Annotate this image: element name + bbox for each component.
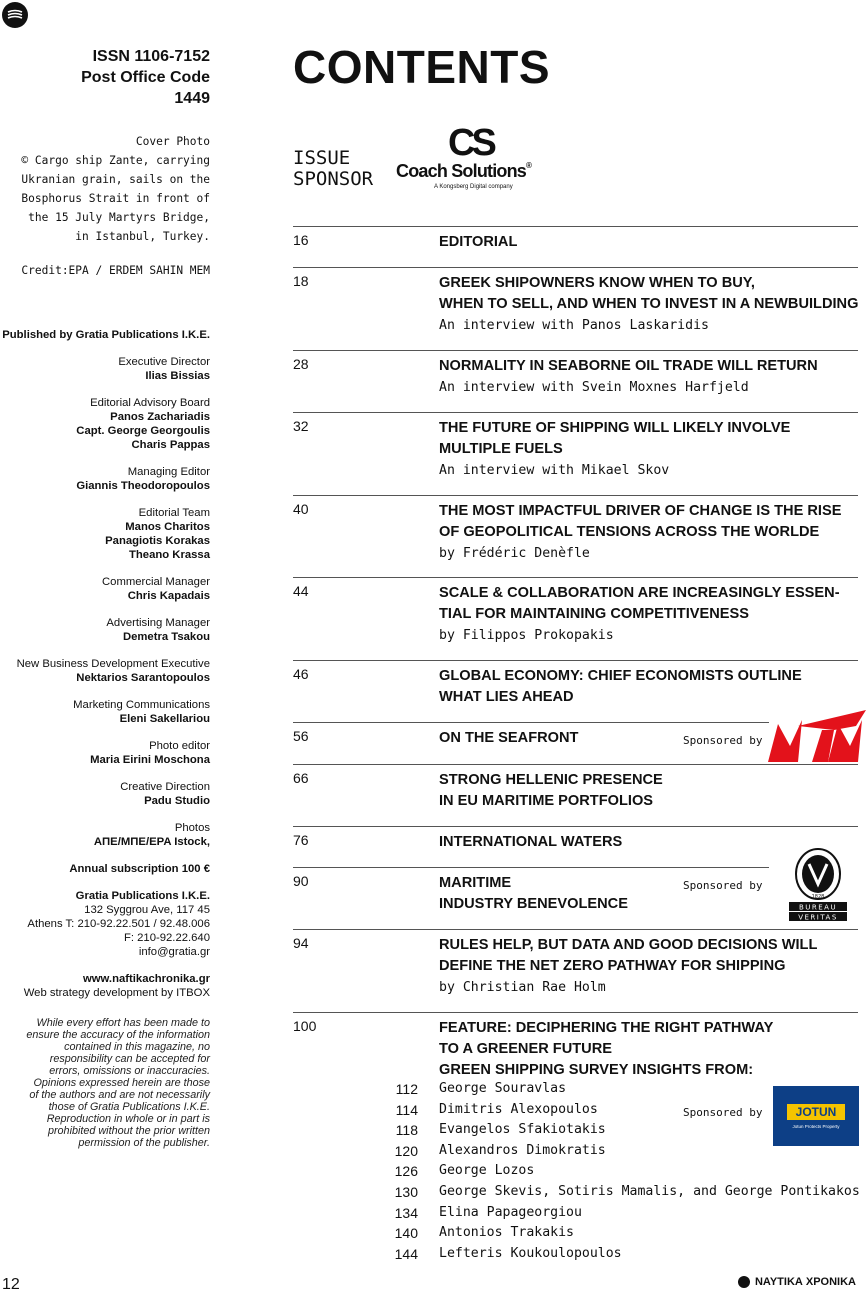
page-title: CONTENTS	[293, 41, 550, 93]
divider	[293, 867, 769, 868]
toc-byline: by Christian Rae Holm	[439, 980, 606, 995]
toc-page: 44	[293, 583, 309, 599]
brand-logo-icon	[738, 1276, 750, 1288]
toc-page: 40	[293, 501, 309, 517]
toc-title: GLOBAL ECONOMY: CHIEF ECONOMISTS OUTLINE	[439, 668, 802, 684]
toc-page: 16	[293, 232, 309, 248]
bv-bottom-text: VERITAS	[798, 913, 838, 922]
coach-solutions-logo: CS Coach Solutions® A Kongsberg Digital company	[396, 122, 532, 190]
toc-title: ON THE SEAFRONT	[439, 730, 579, 746]
toc-byline: by Frédéric Denèfle	[439, 546, 590, 561]
divider	[293, 412, 858, 413]
divider	[293, 1012, 858, 1013]
toc-title: WHEN TO SELL, AND WHEN TO INVEST IN A NEWBUILDING	[439, 296, 859, 312]
toc-byline: An interview with Svein Moxnes Harfjeld	[439, 380, 749, 395]
toc-page: 18	[293, 273, 309, 289]
toc-page: 94	[293, 935, 309, 951]
toc-page: 90	[293, 873, 309, 889]
toc-page: 66	[293, 770, 309, 786]
cover-credit: Credit:EPA / ERDEM SAHIN MEM	[21, 264, 210, 277]
magazine-logo-icon	[2, 2, 28, 28]
divider	[293, 226, 858, 227]
toc-page: 32	[293, 418, 309, 434]
sponsored-by-label: Sponsored by	[683, 734, 763, 747]
toc-title: MULTIPLE FUELS	[439, 441, 563, 457]
bv-top-text: BUREAU	[798, 903, 838, 912]
toc-page: 76	[293, 832, 309, 848]
jotun-tagline: Jotun Protects Property	[792, 1124, 840, 1129]
divider	[293, 495, 858, 496]
disclaimer: While every effort has been made to ensure the accuracy of the information contained in this magazine, no responsibility can be accepted for errors, omissions or inaccuracies. Opinions expressed herein are those of the authors and are not necessarily those of Gratia Publications I.K.E. Reproduction in whole or in part is prohibited without the prior written permission of the publisher.	[26, 1017, 210, 1149]
toc-title: THE MOST IMPACTFUL DRIVER OF CHANGE IS THE RISE	[439, 503, 842, 519]
toc-title: FEATURE: DECIPHERING THE RIGHT PATHWAY	[439, 1020, 774, 1036]
toc-byline: An interview with Panos Laskaridis	[439, 318, 709, 333]
toc-title: STRONG HELLENIC PRESENCE	[439, 772, 663, 788]
toc-title: DEFINE THE NET ZERO PATHWAY FOR SHIPPING	[439, 958, 786, 974]
cover-photo-caption: Cover Photo © Cargo ship Zante, carrying Ukranian grain, sails on the Bosphorus Strait in front of the 15 July Martyrs Bridge, in Istanbul, Turkey.	[21, 135, 210, 243]
toc-title: EDITORIAL	[439, 234, 518, 250]
divider	[293, 267, 858, 268]
mtm-logo	[768, 710, 866, 762]
jotun-logo	[773, 1086, 859, 1146]
page-number: 12	[2, 1276, 20, 1293]
masthead: Published by Gratia Publications I.K.E. Executive Director Ilias Bissias Editorial Advisory Board Panos Zachariadis Capt. George Georgoulis Charis Pappas Managing Editor Giannis Theodoropoulos Editorial Team Manos Charitos Panagiotis Korakas Theano Krassa Commercial Manager Chris Kapadais Advertising Manager Demetra Tsakou New Business Development Executive Nektarios Sarantopoulos Marketing Communications Eleni Sakellariou Photo editor Maria Eirini Moschona Creative Direction Padu Studio Photos ΑΠΕ/ΜΠΕ/EPA Istock, Annual subscription 100 € Gratia Publications I.K.E. 132 Syggrou Ave, 117 45 Athens T: 210-92.22.501 / 92.48.006 F: 210-92.22.640 info@gratia.gr www.naftikachronika.gr Web strategy development by ITBOX	[2, 329, 210, 999]
bv-year-text: 1828	[811, 894, 825, 900]
toc-title: GREEN SHIPPING SURVEY INSIGHTS FROM:	[439, 1062, 754, 1078]
sponsored-by-label: Sponsored by	[683, 879, 763, 892]
toc-title: IN EU MARITIME PORTFOLIOS	[439, 793, 654, 809]
divider	[293, 722, 769, 723]
divider	[293, 826, 858, 827]
toc-page: 100	[293, 1018, 317, 1034]
toc-title: GREEK SHIPOWNERS KNOW WHEN TO BUY,	[439, 275, 755, 291]
toc-title: SCALE & COLLABORATION ARE INCREASINGLY ESSEN-	[439, 585, 840, 601]
jotun-wordmark: JOTUN	[787, 1104, 845, 1120]
footer-brand: ΝΑΥΤΙΚΑ ΧΡΟΝΙΚΑ	[738, 1276, 856, 1288]
toc-title: INTERNATIONAL WATERS	[439, 834, 623, 850]
sponsored-by-label: Sponsored by	[683, 1106, 763, 1119]
toc-byline: by Filippos Prokopakis	[439, 628, 614, 643]
toc-title: WHAT LIES AHEAD	[439, 689, 574, 705]
toc-title: OF GEOPOLITICAL TENSIONS ACROSS THE WORLDE	[439, 524, 820, 540]
toc-page: 28	[293, 356, 309, 372]
toc-title: THE FUTURE OF SHIPPING WILL LIKELY INVOLVE	[439, 420, 791, 436]
issn-block: ISSN 1106-7152 Post Office Code 1449	[81, 48, 210, 107]
divider	[293, 929, 858, 930]
divider	[293, 764, 858, 765]
toc-title: RULES HELP, BUT DATA AND GOOD DECISIONS WILL	[439, 937, 818, 953]
divider	[293, 577, 858, 578]
toc-page: 56	[293, 728, 309, 744]
toc-title: INDUSTRY BENEVOLENCE	[439, 896, 628, 912]
toc-title: TO A GREENER FUTURE	[439, 1041, 612, 1057]
issue-sponsor-label: ISSUE SPONSOR	[293, 147, 374, 190]
toc-title: TIAL FOR MAINTAINING COMPETITIVENESS	[439, 606, 749, 622]
toc-page: 46	[293, 666, 309, 682]
toc-byline: An interview with Mikael Skov	[439, 463, 670, 478]
bureau-veritas-logo	[787, 848, 849, 922]
toc-title: MARITIME	[439, 875, 512, 891]
divider	[293, 350, 858, 351]
toc-title: NORMALITY IN SEABORNE OIL TRADE WILL RETURN	[439, 358, 818, 374]
divider	[293, 660, 858, 661]
